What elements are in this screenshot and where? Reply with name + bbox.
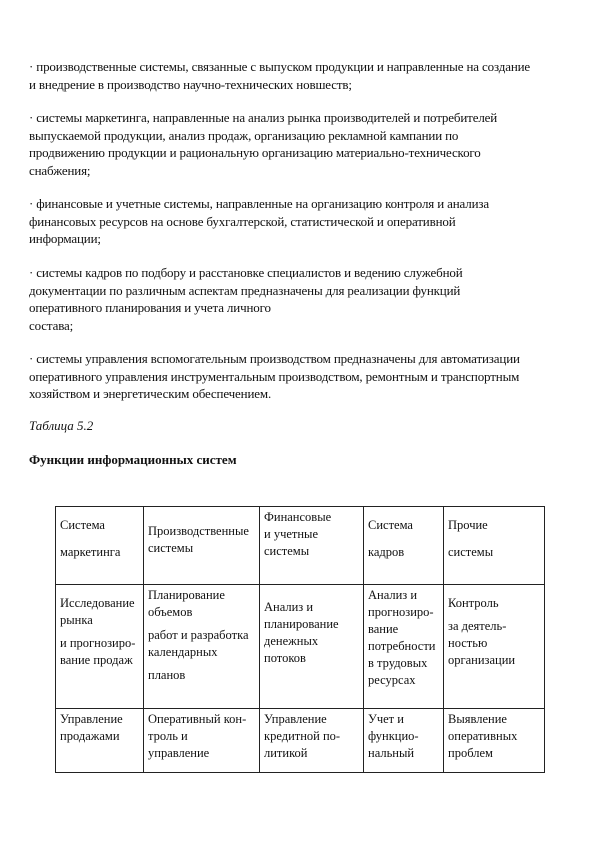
text-line: · системы кадров по подбору и расстановке специалистов и ведению служебной (29, 265, 463, 280)
table-cell: Управление продажами (56, 709, 144, 773)
text-line: продвижению продукции и рациональную организацию материально-технического (29, 145, 481, 160)
table-row (56, 507, 545, 585)
text-line: финансовых ресурсов на основе бухгалтерской, статистической и оперативной (29, 213, 456, 229)
functions-table (55, 506, 545, 773)
paragraph-financial-systems (29, 195, 577, 248)
table-cell: Оперативный кон- троль и управление (144, 709, 260, 773)
table-cell: Учет и функцио- нальный (364, 709, 444, 773)
table-cell: Анализ и планирование денежных потоков (260, 585, 364, 709)
text-line: · системы маркетинга, направленные на анализ рынка производителей и потребителей (29, 110, 498, 125)
text-line: · производственные системы, связанные с выпуском продукции и направленные на создание (29, 59, 531, 74)
paragraph-production-systems (29, 58, 577, 93)
table-title: Функции информационных систем (29, 452, 237, 467)
table-row (56, 585, 545, 709)
text-line: снабжения; (29, 162, 91, 178)
table-cell: Прочие системы (444, 507, 545, 585)
table-cell: Контроль за деятель- ностью организации (444, 585, 545, 709)
paragraph-auxiliary-systems (29, 350, 577, 403)
table-cell: Финансовые и учетные системы (260, 507, 364, 585)
text-line: · системы управления вспомогательным производством предназначены для автоматизации (29, 351, 520, 366)
table-row (56, 709, 545, 773)
text-line: · финансовые и учетные системы, направленные на организацию контроля и анализа (29, 196, 490, 211)
table-cell: Выявление оперативных проблем (444, 709, 545, 773)
text-line: информации; (29, 231, 101, 246)
text-line: оперативного планирования и учета личного (29, 300, 271, 315)
paragraph-personnel-systems (29, 264, 577, 334)
text-line: хозяйством и энергетическим обеспечением. (29, 386, 272, 401)
table-cell: Анализ и прогнозиро- вание потребности в трудовых ресурсах (364, 585, 444, 709)
table-cell: Система маркетинга (56, 507, 144, 585)
table-cell: Производственные системы (144, 507, 260, 585)
table-cell: Планирование объемов работ и разработка календарных планов (144, 585, 260, 709)
text-line: состава; (29, 317, 74, 333)
table-cell: Исследование рынка и прогнозиро- вание продаж (56, 585, 144, 709)
text-line: оперативного управления инструментальным производством, ремонтным и транспортным (29, 368, 520, 384)
text-line: документации по различным аспектам предназначены для реализации функций (29, 282, 461, 298)
table-cell: Управление кредитной по- литикой (260, 709, 364, 773)
table-caption: Таблица 5.2 (29, 418, 94, 433)
table-cell: Система кадров (364, 507, 444, 585)
paragraph-marketing-systems (29, 109, 577, 179)
text-line: выпускаемой продукции, анализ продаж, организацию рекламной кампании по (29, 127, 459, 143)
text-line: и внедрение в производство научно-технических новшеств; (29, 76, 352, 92)
